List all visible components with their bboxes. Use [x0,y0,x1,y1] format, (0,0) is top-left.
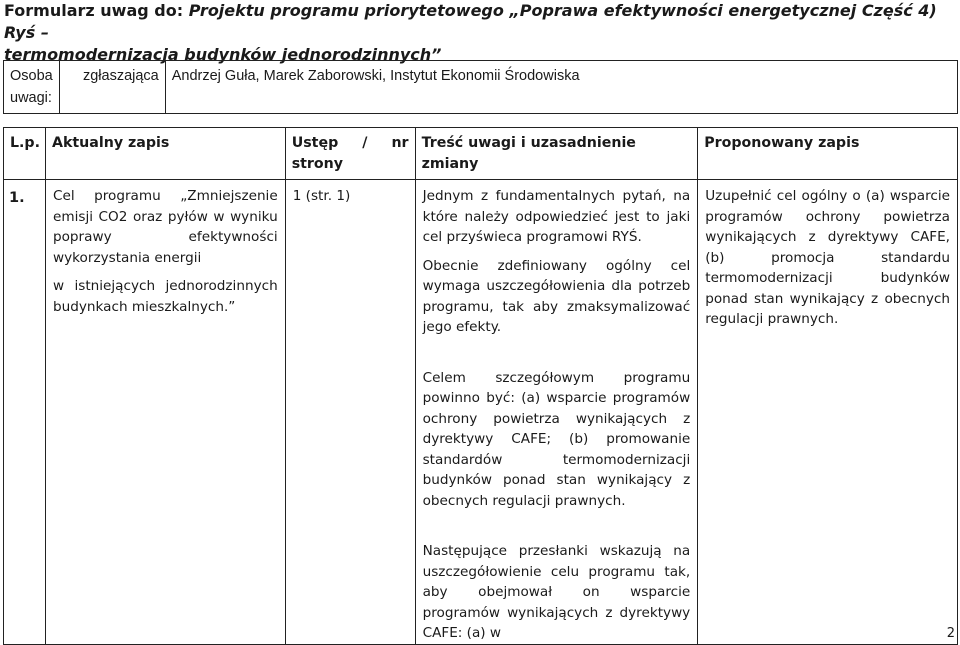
header-lp: L.p. [4,128,46,180]
row-lp: 1. [9,190,25,206]
submitter-label-cell [4,61,60,114]
submitter-label-word3: uwagi: [10,90,52,106]
header-section-d: strony [291,156,344,172]
comments-table-header [4,128,958,180]
row-section-cell [285,180,415,645]
row-section: 1 (str. 1) [292,188,351,204]
header-section [285,128,415,180]
row-lp-cell [4,180,46,645]
row-proposed-cell [698,180,958,645]
submitter-label-word2: zgłaszająca [82,68,159,84]
row-current-p1: Cel programu „Zmniejszenie emisji CO2 oraz pyłów w wyniku poprawy efektywności wykorzystania energii [52,188,278,266]
form-title-lead: Formularz uwag do: [4,1,189,20]
submitter-value: Andrzej Guła, Marek Zaborowski, Instytut Ekonomii Środowiska [171,68,580,84]
header-section-b: / [362,135,368,151]
table-row [4,180,958,645]
row-current-p2: w istniejących jednorodzinnych budynkach mieszkalnych.” [52,278,278,315]
comments-table [3,127,958,645]
submitter-label-word1: Osoba [10,68,53,84]
row-comment-p1: Jednym z fundamentalnych pytań, na które należy odpowiedzieć jest to jaki cel przyświeca programowi RYŚ. [422,188,691,245]
row-comment-p3: Celem szczegółowym programu powinno być: (a) wsparcie programów ochrony powietrza wynikających z dyrektywy CAFE; (b) promowanie standardów termomodernizacji budynków ponad stan wynikający z obecnych regulacji prawnych. [422,369,691,509]
form-title-line2: termomodernizacja budynków jednorodzinnych” [4,45,442,64]
submitter-table [3,60,958,114]
row-proposed: Uzupełnić cel ogólny o (a) wsparcie programów ochrony powietrza wynikających z dyrektywy CAFE, (b) promocja standardu termomodernizacji budynków ponad stan wynikający z obecnych regulacji prawnych. [705,188,950,327]
page-number: 2 [946,626,955,641]
row-comment-p2: Obecnie zdefiniowany ogólny cel wymaga uszczegółowienia dla potrzeb programu, tak aby zmaksymalizować jego efekty. [422,257,691,335]
header-proposed: Proponowany zapis [698,128,958,180]
form-title-line1: Projektu programu priorytetowego „Poprawa efektywności energetycznej Część 4) Ryś – [4,1,937,42]
row-comment-p4: Następujące przesłanki wskazują na uszczegółowienie celu programu tak, aby obejmował on wsparcie programów wynikających z dyrektywy CAFE: (a) w [422,543,691,641]
row-comment-cell [415,180,698,645]
row-current-cell [45,180,285,645]
header-section-a: Ustęp [291,135,339,151]
header-section-c: nr [391,135,409,151]
header-current: Aktualny zapis [45,128,285,180]
submitter-label-cell-2 [59,61,165,114]
submitter-value-cell [165,61,957,114]
form-title [4,0,954,66]
header-comment: Treść uwagi i uzasadnienie zmiany [415,128,698,180]
